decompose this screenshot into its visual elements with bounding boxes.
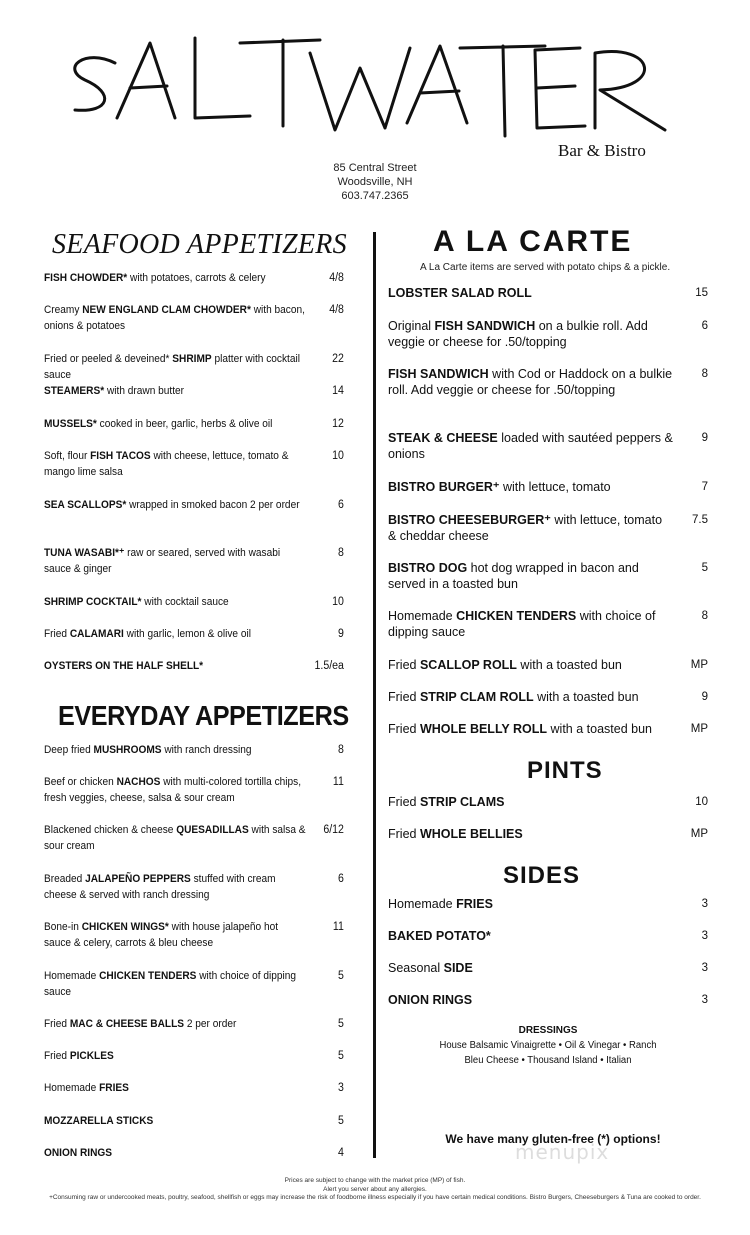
seafood-menu-item: [44, 416, 344, 432]
menu-item-price: 8: [338, 744, 344, 756]
menu-item-price: 5: [701, 562, 708, 574]
menu-item-details: with ranch dressing: [161, 744, 252, 756]
menu-item-price: 3: [701, 994, 708, 1006]
menu-item-name: CHICKEN TENDERS: [99, 970, 197, 982]
pints-title: PINTS: [527, 757, 603, 784]
menu-item-description: [44, 302, 306, 334]
menu-item-price: 10: [332, 450, 344, 462]
alacarte-menu-item: [388, 560, 708, 592]
menu-item-price: 1.5/ea: [314, 660, 344, 672]
menu-item-prefix: Fried or peeled & deveined*: [44, 353, 173, 365]
menu-item-prefix: Beef or chicken: [44, 776, 117, 788]
everyday-menu-item: [44, 871, 344, 903]
menu-item-description: [388, 318, 673, 350]
menu-item-name: FISH TACOS: [90, 450, 151, 462]
menu-item-description: [44, 270, 266, 286]
menu-item-price: 5: [338, 1050, 344, 1062]
menu-item-description: [388, 928, 491, 944]
menu-item-description: [388, 657, 622, 673]
menu-item-prefix: Fried: [388, 690, 420, 704]
menu-item-price: 6: [338, 499, 344, 511]
menu-item-description: [388, 960, 473, 976]
everyday-menu-item: [44, 1016, 344, 1032]
menu-item-name: WHOLE BELLIES: [419, 827, 523, 841]
menu-item-description: [44, 1048, 114, 1064]
menu-item-description: [388, 560, 673, 592]
menu-item-description: [388, 608, 673, 640]
menu-item-name: CHICKEN WINGS*: [81, 921, 169, 933]
dressings-title: DRESSINGS: [518, 1024, 578, 1036]
menu-item-price: 4: [338, 1147, 344, 1159]
menu-item-price: 9: [701, 432, 708, 444]
menu-item-price: 5: [338, 1115, 344, 1127]
menu-item-details: with potatoes, carrots & celery: [127, 272, 266, 284]
menu-item-price: 8: [701, 368, 708, 380]
menu-item-name: ONION RINGS: [388, 993, 473, 1007]
menu-item-details: with cheese, lettuce, tomato & mango lime salsa: [44, 450, 289, 478]
seafood-menu-item: [44, 545, 344, 577]
menu-item-description: [44, 1145, 112, 1161]
menu-item-price: 8: [338, 547, 344, 559]
menu-item-name: CHICKEN TENDERS: [456, 609, 577, 623]
menu-item-details: 2 per order: [184, 1018, 237, 1030]
menu-item-description: [388, 689, 639, 705]
menu-item-description: [44, 822, 306, 854]
menu-item-price: 11: [332, 921, 344, 933]
menu-item-description: [388, 430, 673, 462]
menu-item-details: with bacon, onions & potatoes: [44, 304, 305, 332]
menu-item-prefix: Fried: [44, 1050, 70, 1062]
menu-item-price: 10: [695, 796, 708, 808]
seafood-menu-item: [44, 497, 344, 513]
menu-item-name: STRIP CLAMS: [419, 795, 505, 809]
alacarte-menu-item: [388, 285, 708, 301]
menu-item-price: 7.5: [692, 514, 708, 526]
menu-item-name: WHOLE BELLY ROLL: [419, 722, 548, 736]
menu-item-name: NEW ENGLAND CLAM CHOWDER*: [82, 304, 251, 316]
menu-item-description: [44, 545, 306, 577]
dressings-line-1: House Balsamic Vinaigrette • Oil & Vinegar • Ranch: [439, 1040, 657, 1051]
menu-item-prefix: Fried: [388, 722, 420, 736]
menu-item-name: QUESADILLAS: [176, 824, 249, 836]
menu-item-prefix: Homemade: [388, 609, 457, 623]
alacarte-menu-item: [388, 657, 708, 673]
menu-item-price: 5: [338, 970, 344, 982]
menu-item-name: FISH SANDWICH: [434, 319, 536, 333]
menu-item-details: raw or seared, served with wasabi sauce & ginger: [44, 547, 281, 575]
menu-item-name: ONION RINGS: [44, 1147, 113, 1159]
gluten-free-note: We have many gluten-free (*) options!: [445, 1132, 661, 1146]
pints-menu-item: [388, 794, 708, 810]
menu-item-price: MP: [690, 723, 708, 735]
menu-item-prefix: Breaded: [44, 873, 86, 885]
seafood-menu-item: [44, 270, 344, 286]
menu-item-prefix: Soft, flour: [44, 450, 91, 462]
footer-disclaimer: [20, 1177, 730, 1203]
logo-subtitle: Bar & Bistro: [558, 141, 646, 160]
menu-item-prefix: Blackened chicken & cheese: [44, 824, 177, 836]
menu-item-prefix: Homemade: [388, 897, 457, 911]
menu-item-price: 14: [332, 385, 344, 397]
menu-item-details: hot dog wrapped in bacon and served in a toasted bun: [388, 561, 639, 591]
menu-item-prefix: Fried: [44, 1018, 70, 1030]
menu-item-prefix: Fried: [388, 827, 420, 841]
pints-menu-item: [388, 826, 708, 842]
everyday-menu-item: [44, 919, 344, 951]
menu-item-details: stuffed with cream cheese & served with ranch dressing: [44, 873, 276, 901]
footer-line-1: Prices are subject to change with the market price (MP) of fish.: [284, 1177, 466, 1184]
menu-item-description: [44, 774, 306, 806]
dressings-line-2: Bleu Cheese • Thousand Island • Italian: [464, 1055, 632, 1066]
menu-item-prefix: Homemade: [44, 1082, 100, 1094]
menu-item-description: [388, 992, 472, 1008]
menu-item-name: OYSTERS ON THE HALF SHELL*: [44, 660, 204, 672]
seafood-menu-item: [44, 383, 344, 399]
menu-item-price: 4/8: [329, 272, 344, 284]
menu-item-details: with cocktail sauce: [141, 596, 229, 608]
menu-item-name: STEAMERS*: [44, 385, 105, 397]
menu-item-name: STRIP CLAM ROLL: [419, 690, 534, 704]
column-divider: [373, 232, 376, 1158]
seafood-appetizers-title: SEAFOOD APPETIZERS: [52, 229, 347, 260]
menu-item-name: BISTRO DOG: [388, 561, 468, 575]
sides-title: SIDES: [503, 862, 581, 889]
menu-item-prefix: Seasonal: [388, 961, 444, 975]
menu-item-name: MUSHROOMS: [93, 744, 162, 756]
menu-item-prefix: Fried: [388, 658, 420, 672]
everyday-appetizers-title: EVERYDAY APPETIZERS: [58, 700, 349, 731]
sides-menu-item: [388, 928, 708, 944]
seafood-menu-item: [44, 658, 344, 674]
saltwater-logo-art: [55, 18, 695, 148]
menu-item-name: SHRIMP: [172, 353, 212, 365]
menu-item-description: [44, 1016, 236, 1032]
menu-item-price: MP: [690, 828, 708, 840]
everyday-menu-item: [44, 1080, 344, 1096]
menu-item-description: [388, 366, 673, 398]
menu-item-price: 5: [338, 1018, 344, 1030]
everyday-menu-item: [44, 968, 344, 1000]
everyday-menu-item: [44, 1145, 344, 1161]
menu-item-description: [388, 896, 493, 912]
menu-item-name: MAC & CHEESE BALLS: [69, 1018, 185, 1030]
menu-item-details: with choice of dipping sauce: [388, 609, 656, 639]
address-city: Woodsville, NH: [337, 176, 413, 188]
alacarte-menu-item: [388, 512, 708, 544]
menu-item-details: with lettuce, tomato & cheddar cheese: [388, 513, 663, 543]
watermark: menupix: [515, 1140, 610, 1164]
menu-item-name: FISH CHOWDER*: [44, 272, 128, 284]
menu-item-description: [388, 826, 523, 842]
menu-item-description: [44, 626, 251, 642]
menu-item-details: with salsa & sour cream: [44, 824, 306, 852]
menu-item-name: SCALLOP ROLL: [419, 658, 517, 672]
menu-item-details: with multi-colored tortilla chips, fresh veggies, cheese, salsa & sour cream: [44, 776, 302, 804]
menu-item-name: FRIES: [456, 897, 493, 911]
phone-number: 603.747.2365: [341, 190, 409, 202]
menu-item-price: 7: [701, 481, 708, 493]
menu-item-details: wrapped in smoked bacon 2 per order: [126, 499, 300, 511]
menu-item-price: 6/12: [323, 824, 344, 836]
menu-item-description: [44, 871, 306, 903]
menu-item-name: PICKLES: [69, 1050, 114, 1062]
menu-item-description: [44, 1080, 129, 1096]
menu-item-details: with a toasted bun: [516, 658, 622, 672]
menu-item-name: SIDE: [443, 961, 473, 975]
menu-item-details: on a bulkie roll. Add veggie or cheese for .50/topping: [388, 319, 648, 349]
menu-item-prefix: Deep fried: [44, 744, 94, 756]
menu-item-description: [44, 416, 272, 432]
menu-item-prefix: Original: [388, 319, 435, 333]
menu-item-description: [44, 351, 306, 383]
menu-item-details: with a toasted bun: [533, 690, 639, 704]
menu-item-price: 12: [332, 418, 344, 430]
menu-item-description: [388, 794, 504, 810]
everyday-menu-item: [44, 1048, 344, 1064]
menu-item-name: CALAMARI: [69, 628, 124, 640]
menu-item-description: [44, 383, 184, 399]
seafood-menu-item: [44, 302, 344, 334]
menu-item-prefix: Fried: [44, 628, 70, 640]
menu-item-details: with lettuce, tomato: [499, 480, 611, 494]
menu-item-details: with choice of dipping sauce: [44, 970, 296, 998]
menu-item-price: 15: [695, 287, 708, 299]
menu-item-description: [388, 479, 611, 495]
menu-item-price: 3: [701, 898, 708, 910]
menu-item-price: 22: [332, 353, 344, 365]
menu-item-name: SEA SCALLOPS*: [44, 499, 127, 511]
sides-menu-item: [388, 896, 708, 912]
a-la-carte-subtitle: A La Carte items are served with potato chips & a pickle.: [420, 262, 671, 273]
menu-item-name: BAKED POTATO*: [388, 929, 491, 943]
menu-item-details: platter with cocktail sauce: [44, 353, 300, 381]
menu-item-description: [44, 658, 203, 674]
everyday-menu-item: [44, 1113, 344, 1129]
menu-item-details: with house jalapeño hot sauce & celery, carrots & bleu cheese: [44, 921, 279, 949]
menu-item-details: loaded with sautéed peppers & onions: [388, 431, 673, 461]
menu-item-description: [44, 742, 252, 758]
footer-line-3: +Consuming raw or undercooked meats, poultry, seafood, shellfish or eggs may increase the risk of foodborne illness especially if you have certain medical conditions. Bistro Burgers, Cheeseburgers & Tuna are cooked to order.: [49, 1194, 701, 1201]
menu-item-description: [388, 721, 652, 737]
address-street: 85 Central Street: [333, 162, 417, 174]
alacarte-menu-item: [388, 689, 708, 705]
menu-item-name: NACHOS: [116, 776, 161, 788]
saltwater-logo: [55, 18, 695, 148]
menu-item-price: 4/8: [329, 304, 344, 316]
menu-item-name: MOZZARELLA STICKS: [44, 1115, 154, 1127]
menu-item-details: with a toasted bun: [547, 722, 652, 736]
dressings-block: [396, 1023, 700, 1068]
alacarte-menu-item: [388, 721, 708, 737]
menu-item-prefix: Homemade: [44, 970, 100, 982]
alacarte-menu-item: [388, 430, 708, 462]
footer-line-2: Alert you server about any allergies.: [323, 1185, 427, 1193]
menu-item-details: cooked in beer, garlic, herbs & olive oil: [96, 418, 273, 430]
alacarte-menu-item: [388, 479, 708, 495]
menu-item-price: 11: [332, 776, 344, 788]
menu-item-price: 6: [701, 320, 708, 332]
menu-item-price: 6: [338, 873, 344, 885]
menu-item-name: STEAK & CHEESE: [388, 431, 498, 445]
menu-item-name: FISH SANDWICH: [388, 367, 489, 381]
everyday-menu-item: [44, 822, 344, 854]
menu-item-name: MUSSELS*: [44, 418, 97, 430]
menu-item-description: [44, 448, 306, 480]
everyday-menu-item: [44, 742, 344, 758]
a-la-carte-title: A LA CARTE: [433, 225, 633, 258]
menu-item-price: MP: [690, 659, 708, 671]
menu-item-description: [44, 919, 306, 951]
everyday-menu-item: [44, 774, 344, 806]
menu-item-prefix: Creamy: [44, 304, 83, 316]
menu-item-name: TUNA WASABI*⁺: [44, 547, 125, 559]
sides-menu-item: [388, 992, 708, 1008]
alacarte-menu-item: [388, 318, 708, 350]
menu-item-name: LOBSTER SALAD ROLL: [388, 286, 532, 300]
menu-item-price: 3: [338, 1082, 344, 1094]
menu-item-price: 8: [701, 610, 708, 622]
address-block: [300, 161, 450, 203]
menu-item-name: SHRIMP COCKTAIL*: [44, 596, 142, 608]
menu-item-details: with Cod or Haddock on a bulkie roll. Add veggie or cheese for .50/topping: [388, 367, 673, 397]
menu-item-details: with garlic, lemon & olive oil: [123, 628, 251, 640]
menu-item-price: 3: [701, 962, 708, 974]
menu-item-price: 9: [338, 628, 344, 640]
menu-item-price: 10: [332, 596, 344, 608]
alacarte-menu-item: [388, 608, 708, 640]
menu-item-name: BISTRO CHEESEBURGER⁺: [388, 513, 551, 527]
seafood-menu-item: [44, 448, 344, 480]
menu-item-name: BISTRO BURGER⁺: [388, 480, 500, 494]
menu-item-description: [388, 285, 532, 301]
menu-item-details: with drawn butter: [104, 385, 185, 397]
menu-item-prefix: Fried: [388, 795, 420, 809]
seafood-menu-item: [44, 594, 344, 610]
sides-menu-item: [388, 960, 708, 976]
menu-item-name: FRIES: [99, 1082, 129, 1094]
menu-item-description: [388, 512, 673, 544]
menu-item-description: [44, 968, 306, 1000]
alacarte-menu-item: [388, 366, 708, 398]
seafood-menu-item: [44, 626, 344, 642]
menu-item-price: 9: [701, 691, 708, 703]
menu-item-description: [44, 497, 300, 513]
seafood-menu-item: [44, 351, 344, 383]
menu-item-prefix: Bone-in: [44, 921, 82, 933]
menu-item-description: [44, 594, 229, 610]
menu-item-name: JALAPEÑO PEPPERS: [85, 873, 191, 885]
menu-item-description: [44, 1113, 153, 1129]
menu-item-price: 3: [701, 930, 708, 942]
